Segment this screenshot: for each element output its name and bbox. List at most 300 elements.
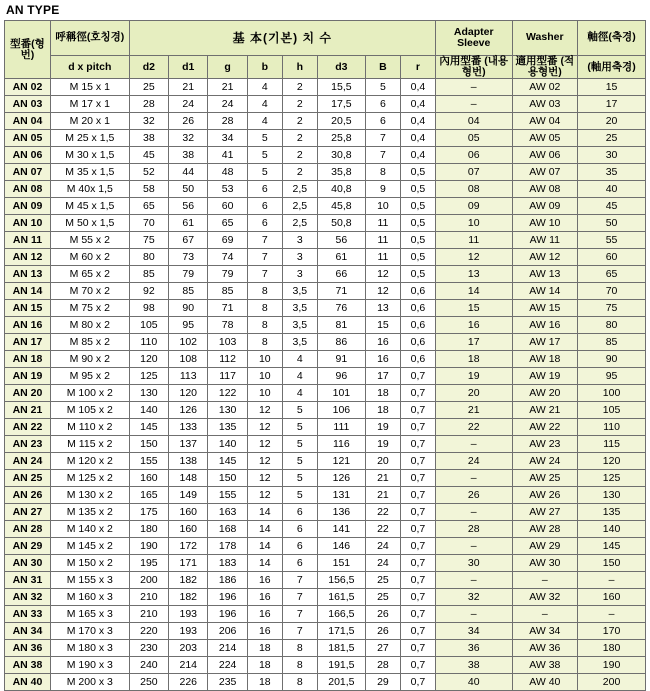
cell-code: AN 14	[5, 283, 51, 300]
cell-B: 18	[365, 385, 400, 402]
cell-g: 103	[208, 334, 247, 351]
cell-b: 16	[247, 623, 282, 640]
cell-b: 12	[247, 470, 282, 487]
cell-dxpitch: M 45 x 1,5	[50, 198, 129, 215]
cell-b: 7	[247, 232, 282, 249]
cell-shaft: 55	[578, 232, 646, 249]
cell-B: 9	[365, 181, 400, 198]
cell-g: 112	[208, 351, 247, 368]
cell-code: AN 27	[5, 504, 51, 521]
cell-washer: AW 40	[512, 674, 578, 691]
cell-d3: 126	[317, 470, 365, 487]
cell-h: 8	[282, 674, 317, 691]
cell-d1: 203	[169, 640, 208, 657]
cell-adapter: 19	[435, 368, 512, 385]
cell-d3: 106	[317, 402, 365, 419]
cell-shaft: 25	[578, 130, 646, 147]
cell-b: 10	[247, 368, 282, 385]
cell-code: AN 23	[5, 436, 51, 453]
cell-d1: 193	[169, 606, 208, 623]
cell-b: 16	[247, 606, 282, 623]
cell-B: 26	[365, 623, 400, 640]
cell-adapter: 32	[435, 589, 512, 606]
specification-table	[4, 20, 646, 691]
cell-B: 29	[365, 674, 400, 691]
cell-b: 12	[247, 487, 282, 504]
header-d2: d2	[129, 56, 168, 79]
table-row	[5, 96, 646, 113]
cell-d2: 75	[129, 232, 168, 249]
cell-B: 28	[365, 657, 400, 674]
table-row	[5, 674, 646, 691]
cell-B: 5	[365, 79, 400, 96]
header-h: h	[282, 56, 317, 79]
cell-d2: 190	[129, 538, 168, 555]
cell-dxpitch: M 125 x 2	[50, 470, 129, 487]
cell-h: 2,5	[282, 198, 317, 215]
cell-d1: 95	[169, 317, 208, 334]
cell-B: 17	[365, 368, 400, 385]
cell-b: 12	[247, 419, 282, 436]
cell-code: AN 33	[5, 606, 51, 623]
cell-d2: 85	[129, 266, 168, 283]
cell-B: 8	[365, 164, 400, 181]
cell-adapter: 08	[435, 181, 512, 198]
cell-dxpitch: M 120 x 2	[50, 453, 129, 470]
cell-code: AN 22	[5, 419, 51, 436]
cell-g: 69	[208, 232, 247, 249]
cell-d3: 20,5	[317, 113, 365, 130]
cell-B: 26	[365, 606, 400, 623]
cell-h: 7	[282, 589, 317, 606]
cell-shaft: 110	[578, 419, 646, 436]
cell-washer: AW 13	[512, 266, 578, 283]
cell-code: AN 31	[5, 572, 51, 589]
table-header	[5, 21, 646, 79]
cell-d3: 201,5	[317, 674, 365, 691]
cell-d2: 45	[129, 147, 168, 164]
cell-adapter: 18	[435, 351, 512, 368]
cell-adapter: 21	[435, 402, 512, 419]
cell-g: 24	[208, 96, 247, 113]
cell-h: 5	[282, 453, 317, 470]
cell-h: 2	[282, 147, 317, 164]
cell-g: 34	[208, 130, 247, 147]
cell-adapter: 17	[435, 334, 512, 351]
cell-B: 7	[365, 130, 400, 147]
cell-h: 5	[282, 470, 317, 487]
cell-h: 6	[282, 538, 317, 555]
cell-g: 150	[208, 470, 247, 487]
table-row	[5, 232, 646, 249]
header-B: B	[365, 56, 400, 79]
cell-shaft: 115	[578, 436, 646, 453]
cell-shaft: 45	[578, 198, 646, 215]
cell-r: 0,5	[400, 198, 435, 215]
cell-r: 0,4	[400, 96, 435, 113]
cell-d1: 172	[169, 538, 208, 555]
cell-r: 0,7	[400, 368, 435, 385]
cell-dxpitch: M 160 x 3	[50, 589, 129, 606]
cell-r: 0,7	[400, 453, 435, 470]
cell-b: 5	[247, 164, 282, 181]
cell-washer: AW 17	[512, 334, 578, 351]
cell-adapter: 38	[435, 657, 512, 674]
cell-washer: AW 03	[512, 96, 578, 113]
cell-d2: 230	[129, 640, 168, 657]
cell-h: 5	[282, 419, 317, 436]
cell-adapter: 16	[435, 317, 512, 334]
cell-r: 0,5	[400, 164, 435, 181]
cell-shaft: 40	[578, 181, 646, 198]
cell-d1: 149	[169, 487, 208, 504]
table-row	[5, 385, 646, 402]
cell-d3: 86	[317, 334, 365, 351]
cell-B: 19	[365, 436, 400, 453]
cell-shaft: 140	[578, 521, 646, 538]
cell-code: AN 02	[5, 79, 51, 96]
cell-d1: 26	[169, 113, 208, 130]
cell-d1: 67	[169, 232, 208, 249]
cell-r: 0,7	[400, 589, 435, 606]
cell-code: AN 15	[5, 300, 51, 317]
cell-B: 22	[365, 521, 400, 538]
cell-adapter: –	[435, 572, 512, 589]
cell-r: 0,7	[400, 538, 435, 555]
cell-washer: AW 07	[512, 164, 578, 181]
cell-h: 2	[282, 164, 317, 181]
cell-washer: AW 15	[512, 300, 578, 317]
cell-shaft: 105	[578, 402, 646, 419]
cell-b: 14	[247, 504, 282, 521]
cell-d3: 191,5	[317, 657, 365, 674]
cell-b: 4	[247, 96, 282, 113]
cell-g: 117	[208, 368, 247, 385]
cell-dxpitch: M 135 x 2	[50, 504, 129, 521]
table-row	[5, 555, 646, 572]
cell-shaft: 130	[578, 487, 646, 504]
cell-d3: 116	[317, 436, 365, 453]
cell-code: AN 12	[5, 249, 51, 266]
cell-shaft: 60	[578, 249, 646, 266]
cell-g: 140	[208, 436, 247, 453]
cell-adapter: 15	[435, 300, 512, 317]
cell-d1: 102	[169, 334, 208, 351]
cell-b: 14	[247, 521, 282, 538]
cell-shaft: 20	[578, 113, 646, 130]
cell-b: 14	[247, 555, 282, 572]
cell-B: 13	[365, 300, 400, 317]
cell-g: 206	[208, 623, 247, 640]
cell-h: 6	[282, 555, 317, 572]
header-dxpitch: d x pitch	[50, 56, 129, 79]
cell-shaft: 100	[578, 385, 646, 402]
cell-d2: 120	[129, 351, 168, 368]
cell-shaft: 75	[578, 300, 646, 317]
cell-code: AN 05	[5, 130, 51, 147]
cell-d3: 25,8	[317, 130, 365, 147]
cell-g: 214	[208, 640, 247, 657]
cell-g: 183	[208, 555, 247, 572]
cell-d1: 44	[169, 164, 208, 181]
cell-d2: 32	[129, 113, 168, 130]
cell-dxpitch: M 17 x 1	[50, 96, 129, 113]
cell-r: 0,4	[400, 130, 435, 147]
cell-code: AN 16	[5, 317, 51, 334]
cell-dxpitch: M 165 x 3	[50, 606, 129, 623]
cell-h: 6	[282, 521, 317, 538]
cell-code: AN 38	[5, 657, 51, 674]
cell-b: 8	[247, 283, 282, 300]
cell-r: 0,5	[400, 232, 435, 249]
cell-d1: 214	[169, 657, 208, 674]
cell-shaft: 90	[578, 351, 646, 368]
cell-washer: AW 16	[512, 317, 578, 334]
cell-B: 12	[365, 283, 400, 300]
cell-h: 3	[282, 266, 317, 283]
cell-d3: 76	[317, 300, 365, 317]
cell-code: AN 25	[5, 470, 51, 487]
cell-b: 14	[247, 538, 282, 555]
cell-r: 0,7	[400, 487, 435, 504]
cell-adapter: 40	[435, 674, 512, 691]
table-row	[5, 130, 646, 147]
cell-d1: 148	[169, 470, 208, 487]
cell-d2: 165	[129, 487, 168, 504]
cell-adapter: 06	[435, 147, 512, 164]
cell-r: 0,7	[400, 640, 435, 657]
cell-d1: 50	[169, 181, 208, 198]
cell-washer: AW 20	[512, 385, 578, 402]
cell-r: 0,6	[400, 283, 435, 300]
cell-g: 186	[208, 572, 247, 589]
cell-d3: 45,8	[317, 198, 365, 215]
cell-shaft: 70	[578, 283, 646, 300]
cell-dxpitch: M 140 x 2	[50, 521, 129, 538]
cell-r: 0,5	[400, 215, 435, 232]
cell-adapter: 20	[435, 385, 512, 402]
table-header-group-row	[5, 21, 646, 56]
cell-adapter: 34	[435, 623, 512, 640]
cell-code: AN 29	[5, 538, 51, 555]
cell-code: AN 13	[5, 266, 51, 283]
cell-washer: AW 34	[512, 623, 578, 640]
cell-adapter: 26	[435, 487, 512, 504]
cell-washer: –	[512, 606, 578, 623]
cell-g: 122	[208, 385, 247, 402]
cell-adapter: –	[435, 606, 512, 623]
cell-b: 6	[247, 181, 282, 198]
cell-adapter: 10	[435, 215, 512, 232]
cell-dxpitch: M 170 x 3	[50, 623, 129, 640]
cell-shaft: –	[578, 572, 646, 589]
cell-d3: 50,8	[317, 215, 365, 232]
cell-h: 8	[282, 657, 317, 674]
cell-h: 5	[282, 436, 317, 453]
cell-shaft: 50	[578, 215, 646, 232]
cell-d3: 61	[317, 249, 365, 266]
cell-h: 3,5	[282, 283, 317, 300]
cell-d3: 35,8	[317, 164, 365, 181]
cell-dxpitch: M 30 x 1,5	[50, 147, 129, 164]
cell-d1: 193	[169, 623, 208, 640]
cell-g: 235	[208, 674, 247, 691]
cell-washer: AW 04	[512, 113, 578, 130]
table-row	[5, 623, 646, 640]
cell-r: 0,7	[400, 555, 435, 572]
header-shaft: 軸徑(축경)	[578, 21, 646, 56]
cell-g: 53	[208, 181, 247, 198]
cell-shaft: 65	[578, 266, 646, 283]
cell-h: 4	[282, 351, 317, 368]
cell-h: 2	[282, 96, 317, 113]
cell-d3: 17,5	[317, 96, 365, 113]
table-row	[5, 181, 646, 198]
cell-d1: 38	[169, 147, 208, 164]
header-b: b	[247, 56, 282, 79]
cell-shaft: 200	[578, 674, 646, 691]
table-row	[5, 572, 646, 589]
cell-adapter: 36	[435, 640, 512, 657]
cell-shaft: 30	[578, 147, 646, 164]
cell-dxpitch: M 155 x 3	[50, 572, 129, 589]
cell-d2: 160	[129, 470, 168, 487]
header-adapter: Adapter Sleeve	[435, 21, 512, 56]
cell-d2: 240	[129, 657, 168, 674]
cell-adapter: –	[435, 79, 512, 96]
header-nominal: 呼稱徑(호칭경)	[50, 21, 129, 56]
cell-shaft: 150	[578, 555, 646, 572]
cell-g: 41	[208, 147, 247, 164]
cell-d1: 56	[169, 198, 208, 215]
table-row	[5, 368, 646, 385]
cell-d2: 130	[129, 385, 168, 402]
cell-d1: 120	[169, 385, 208, 402]
table-row	[5, 640, 646, 657]
cell-g: 135	[208, 419, 247, 436]
cell-d3: 40,8	[317, 181, 365, 198]
cell-g: 85	[208, 283, 247, 300]
cell-adapter: –	[435, 436, 512, 453]
table-row	[5, 249, 646, 266]
cell-d2: 220	[129, 623, 168, 640]
cell-B: 11	[365, 215, 400, 232]
cell-adapter: –	[435, 96, 512, 113]
cell-b: 18	[247, 640, 282, 657]
cell-d2: 210	[129, 606, 168, 623]
cell-washer: AW 27	[512, 504, 578, 521]
cell-dxpitch: M 105 x 2	[50, 402, 129, 419]
cell-r: 0,7	[400, 572, 435, 589]
table-row	[5, 657, 646, 674]
cell-b: 5	[247, 147, 282, 164]
cell-g: 145	[208, 453, 247, 470]
cell-dxpitch: M 85 x 2	[50, 334, 129, 351]
cell-b: 12	[247, 436, 282, 453]
cell-washer: AW 26	[512, 487, 578, 504]
table-row	[5, 521, 646, 538]
cell-d1: 90	[169, 300, 208, 317]
cell-d2: 58	[129, 181, 168, 198]
table-row	[5, 300, 646, 317]
cell-washer: AW 10	[512, 215, 578, 232]
cell-d1: 226	[169, 674, 208, 691]
cell-washer: AW 06	[512, 147, 578, 164]
cell-d2: 210	[129, 589, 168, 606]
header-washer: Washer	[512, 21, 578, 56]
cell-d2: 180	[129, 521, 168, 538]
cell-h: 7	[282, 623, 317, 640]
table-row	[5, 606, 646, 623]
cell-d3: 81	[317, 317, 365, 334]
cell-b: 8	[247, 300, 282, 317]
cell-g: 28	[208, 113, 247, 130]
table-row	[5, 164, 646, 181]
cell-b: 6	[247, 215, 282, 232]
cell-d2: 25	[129, 79, 168, 96]
cell-h: 4	[282, 385, 317, 402]
cell-b: 7	[247, 266, 282, 283]
table-row	[5, 419, 646, 436]
cell-d3: 66	[317, 266, 365, 283]
cell-code: AN 08	[5, 181, 51, 198]
cell-code: AN 34	[5, 623, 51, 640]
cell-dxpitch: M 80 x 2	[50, 317, 129, 334]
cell-washer: AW 18	[512, 351, 578, 368]
cell-dxpitch: M 70 x 2	[50, 283, 129, 300]
cell-d2: 52	[129, 164, 168, 181]
table-row	[5, 538, 646, 555]
cell-code: AN 20	[5, 385, 51, 402]
table-row	[5, 351, 646, 368]
cell-d2: 80	[129, 249, 168, 266]
cell-adapter: 11	[435, 232, 512, 249]
cell-shaft: 15	[578, 79, 646, 96]
cell-g: 163	[208, 504, 247, 521]
cell-shaft: 17	[578, 96, 646, 113]
cell-d3: 166,5	[317, 606, 365, 623]
cell-shaft: 180	[578, 640, 646, 657]
cell-d1: 160	[169, 521, 208, 538]
cell-B: 24	[365, 555, 400, 572]
cell-d1: 79	[169, 266, 208, 283]
cell-d3: 181,5	[317, 640, 365, 657]
cell-dxpitch: M 55 x 2	[50, 232, 129, 249]
cell-B: 25	[365, 589, 400, 606]
cell-B: 22	[365, 504, 400, 521]
cell-r: 0,4	[400, 113, 435, 130]
cell-b: 18	[247, 674, 282, 691]
cell-d1: 108	[169, 351, 208, 368]
cell-adapter: 13	[435, 266, 512, 283]
cell-g: 21	[208, 79, 247, 96]
cell-code: AN 11	[5, 232, 51, 249]
cell-code: AN 17	[5, 334, 51, 351]
cell-B: 18	[365, 402, 400, 419]
cell-b: 10	[247, 385, 282, 402]
cell-code: AN 19	[5, 368, 51, 385]
cell-r: 0,6	[400, 334, 435, 351]
cell-adapter: 12	[435, 249, 512, 266]
cell-r: 0,7	[400, 674, 435, 691]
cell-shaft: 145	[578, 538, 646, 555]
cell-d3: 71	[317, 283, 365, 300]
cell-code: AN 06	[5, 147, 51, 164]
cell-d3: 161,5	[317, 589, 365, 606]
cell-d2: 28	[129, 96, 168, 113]
cell-d2: 145	[129, 419, 168, 436]
cell-B: 27	[365, 640, 400, 657]
